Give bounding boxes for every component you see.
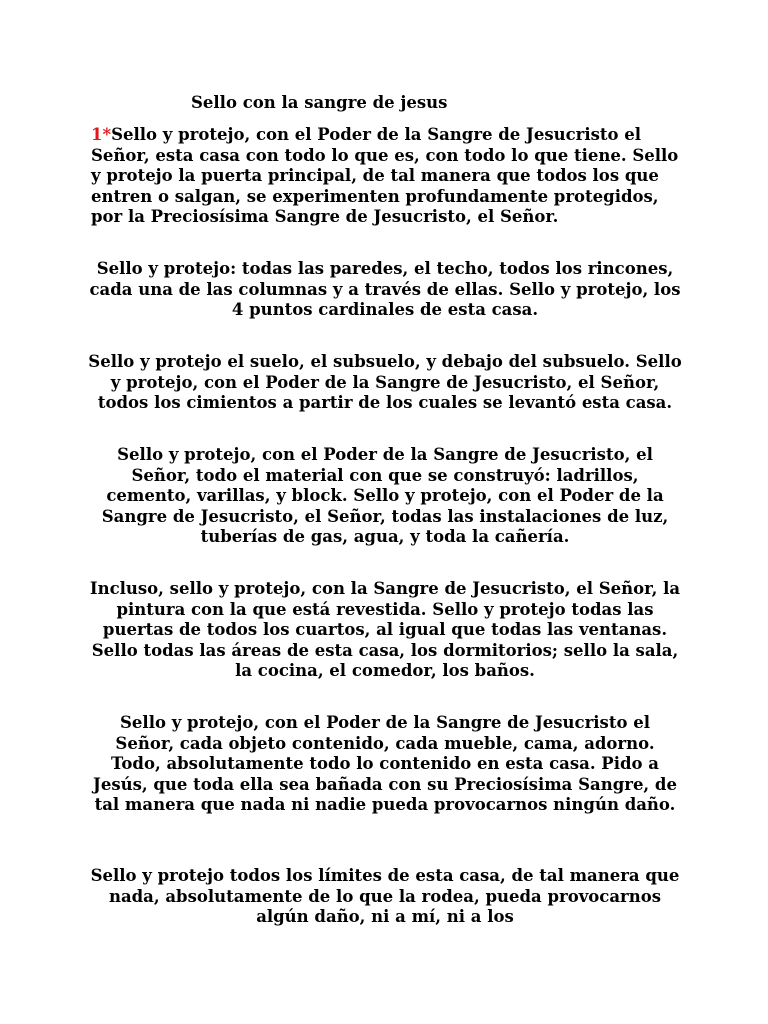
paragraph-2: Sello y protejo: todas las paredes, el techo, todos los rincones, cada una de las columnas y a través de ellas. Sello y protejo, los 4 puntos cardinales de esta casa. xyxy=(89,259,681,319)
paragraph-1-text: Sello y protejo, con el Poder de la Sangre de Jesucristo el Señor, esta casa con todo lo que es, con todo lo que tiene. Sello y protejo la puerta principal, de tal manera que todos los que entren o salgan, se experimenten profundamente protegidos, por la Preciosísima Sangre de Jesucristo, el Señor. xyxy=(91,125,679,226)
paragraph-6: Sello y protejo, con el Poder de la Sangre de Jesucristo el Señor, cada objeto contenido, cada mueble, cama, adorno. Todo, absolutamente todo lo contenido en esta casa. Pido a Jesús, que toda ella sea bañada con su Preciosísima Sangre, de tal manera que nada ni nadie pueda provocarnos ningún daño. xyxy=(93,713,677,814)
paragraph-7: Sello y protejo todos los límites de esta casa, de tal manera que nada, absolutamente de lo que la rodea, pueda provocarnos algún daño, ni a mí, ni a los xyxy=(90,866,680,926)
paragraph-number: 1* xyxy=(91,125,112,144)
paragraph-1 xyxy=(91,125,691,228)
paragraph-4: Sello y protejo, con el Poder de la Sangre de Jesucristo, el Señor, todo el material con que se construyó: ladrillos, cemento, varillas, y block. Sello y protejo, con el Poder de la Sangre de Jesucristo, el Señor, todas las instalaciones de luz, tuberías de gas, agua, y toda la cañería. xyxy=(101,445,669,546)
document-title: Sello con la sangre de jesus xyxy=(191,93,448,112)
paragraph-5: Incluso, sello y protejo, con la Sangre de Jesucristo, el Señor, la pintura con la que está revestida. Sello y protejo todas las puertas de todos los cuartos, al igual que todas las ventanas. Sello todas las áreas de esta casa, los dormitorios; sello la sala, la cocina, el comedor, los baños. xyxy=(89,579,681,680)
paragraph-3: Sello y protejo el suelo, el subsuelo, y debajo del subsuelo. Sello y protejo, con el Poder de la Sangre de Jesucristo, el Señor, todos los cimientos a partir de los cuales se levantó esta casa. xyxy=(88,352,682,412)
